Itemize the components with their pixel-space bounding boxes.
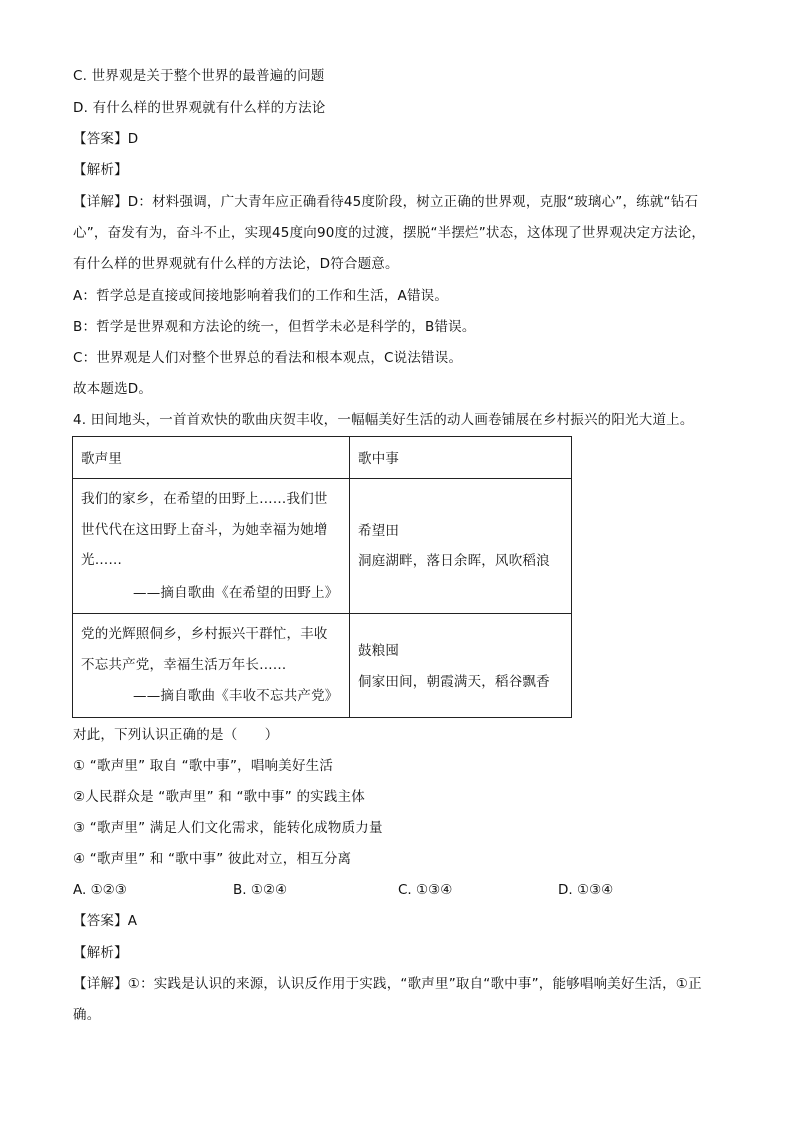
answer-option-c: C. ①③④ (398, 882, 453, 898)
explanation-line: 确。 (73, 1007, 101, 1023)
songs-table (72, 436, 572, 718)
table-cell-desc: 侗家田间，朝霞满天，稻谷飘香 (358, 674, 550, 690)
answer-option-a: A. ①②③ (73, 882, 127, 898)
statement-item: ②人民群众是 “歌声里” 和 “歌中事” 的实践主体 (73, 789, 365, 805)
table-cell-title: 鼓粮囤 (358, 643, 400, 659)
table-cell-text: 世代代在这田野上奋斗，为她幸福为她增 (81, 522, 328, 538)
table-divider (349, 437, 350, 717)
explanation-line: C：世界观是人们对整个世界总的看法和根本观点，C说法错误。 (73, 350, 463, 366)
table-cell-text: 我们的家乡，在希望的田野上……我们世 (81, 491, 328, 507)
conclusion-line: 故本题选D。 (73, 381, 153, 397)
explanation-line: 心”，奋发有为，奋斗不止，实现45度向90度的过渡，摆脱“半摆烂”状态，这体现了世界观决定方法论， (73, 225, 706, 241)
table-header-right: 歌中事 (358, 451, 400, 467)
table-header-left: 歌声里 (81, 451, 123, 467)
song-source: ——摘自歌曲《在希望的田野上》 (133, 585, 339, 601)
question-4-stem: 4. 田间地头，一首首欢快的歌曲庆贺丰收，一幅幅美好生活的动人画卷铺展在乡村振兴的阳光大道上。 (73, 412, 694, 428)
table-divider (73, 478, 571, 479)
answer-option-d: D. ①③④ (558, 882, 614, 898)
song-source: ——摘自歌曲《丰收不忘共产党》 (133, 688, 339, 704)
answer-option-b: B. ①②④ (233, 882, 288, 898)
table-cell-text: 党的光辉照侗乡，乡村振兴干群忙，丰收 (81, 626, 328, 642)
table-cell-text: 不忘共产党，幸福生活万年长…… (81, 657, 287, 673)
answer-label: 【答案】D (73, 131, 139, 147)
statement-item: ① “歌声里” 取自 “歌中事”，唱响美好生活 (73, 758, 334, 774)
explanation-line: 【详解】D：材料强调，广大青年应正确看待45度阶段，树立正确的世界观，克服“玻璃心”，练就“钻石 (73, 194, 699, 210)
table-divider (73, 613, 571, 614)
analysis-label: 【解析】 (73, 162, 128, 178)
statement-item: ④ “歌声里” 和 “歌中事” 彼此对立，相互分离 (73, 851, 352, 867)
table-cell-desc: 洞庭湖畔，落日余晖，风吹稻浪 (358, 553, 550, 569)
explanation-line: 有什么样的世界观就有什么样的方法论，D符合题意。 (73, 256, 399, 272)
explanation-line: A：哲学总是直接或间接地影响着我们的工作和生活，A错误。 (73, 288, 449, 304)
question-prompt: 对此，下列认识正确的是（ ） (73, 727, 279, 743)
option-d-text: D. 有什么样的世界观就有什么样的方法论 (73, 100, 326, 116)
option-c-text: C. 世界观是关于整个世界的最普遍的问题 (73, 68, 325, 84)
analysis-label: 【解析】 (73, 945, 128, 961)
table-cell-title: 希望田 (358, 523, 400, 539)
answer-label: 【答案】A (73, 913, 138, 929)
explanation-line: B：哲学是世界观和方法论的统一，但哲学未必是科学的，B错误。 (73, 319, 476, 335)
table-cell-text: 光…… (81, 552, 123, 568)
explanation-line: 【详解】①：实践是认识的来源，认识反作用于实践，“歌声里”取自“歌中事”，能够唱响美好生活，①正 (73, 976, 702, 992)
statement-item: ③ “歌声里” 满足人们文化需求，能转化成物质力量 (73, 820, 383, 836)
